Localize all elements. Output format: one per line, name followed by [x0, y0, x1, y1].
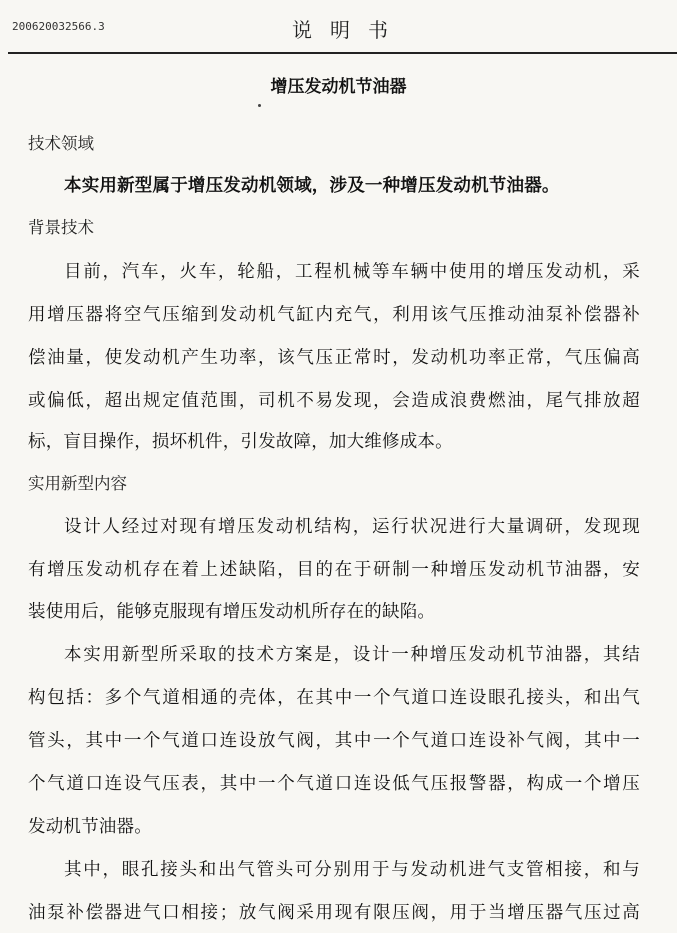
paragraph-line: 装使用后，能够克服现有增压发动机所存在的缺陷。: [28, 602, 436, 622]
paragraph-line: 个气道口连设气压表，其中一个气道口连设低气压报警器，构成一个增压: [28, 774, 640, 794]
paragraph-line: 发动机节油器。: [28, 817, 152, 837]
paragraph-line: 本实用新型属于增压发动机领域，涉及一种增压发动机节油器。: [64, 176, 560, 196]
paragraph-line: 偿油量，使发动机产生功率，该气压正常时，发动机功率正常，气压偏高: [28, 348, 640, 368]
paragraph-line: 本实用新型所采取的技术方案是，设计一种增压发动机节油器，其结: [64, 645, 640, 665]
paragraph-line: 标，盲目操作，损坏机件，引发故障，加大维修成本。: [28, 432, 453, 452]
section-heading-technical-field: 技术领域: [28, 134, 94, 153]
application-number: 200620032566.3: [12, 20, 105, 33]
paragraph-line: 设计人经过对现有增压发动机结构，运行状况进行大量调研，发现现: [64, 517, 640, 537]
header-divider: [8, 52, 677, 54]
page-header-title: 说明书: [292, 18, 406, 42]
paragraph-line: 用增压器将空气压缩到发动机气缸内充气，利用该气压推动油泵补偿器补: [28, 305, 640, 325]
stray-mark: [258, 104, 261, 107]
paragraph-line: 油泵补偿器进气口相接；放气阀采用现有限压阀，用于当增压器气压过高: [28, 903, 640, 923]
paragraph-line: 或偏低，超出规定值范围，司机不易发现，会造成浪费燃油，尾气排放超: [28, 391, 640, 411]
paragraph-line: 构包括：多个气道相通的壳体，在其中一个气道口连设眼孔接头，和出气: [28, 688, 640, 708]
document-title: 增压发动机节油器: [270, 77, 407, 97]
paragraph-line: 目前，汽车，火车，轮船，工程机械等车辆中使用的增压发动机，采: [64, 262, 640, 282]
paragraph-line: 有增压发动机存在着上述缺陷，目的在于研制一种增压发动机节油器，安: [28, 560, 640, 580]
paragraph-line: 其中，眼孔接头和出气管头可分别用于与发动机进气支管相接，和与: [64, 860, 640, 880]
section-heading-utility-content: 实用新型内容: [28, 474, 127, 493]
paragraph-line: 管头，其中一个气道口连设放气阀，其中一个气道口连设补气阀，其中一: [28, 731, 640, 751]
section-heading-background: 背景技术: [28, 218, 94, 237]
